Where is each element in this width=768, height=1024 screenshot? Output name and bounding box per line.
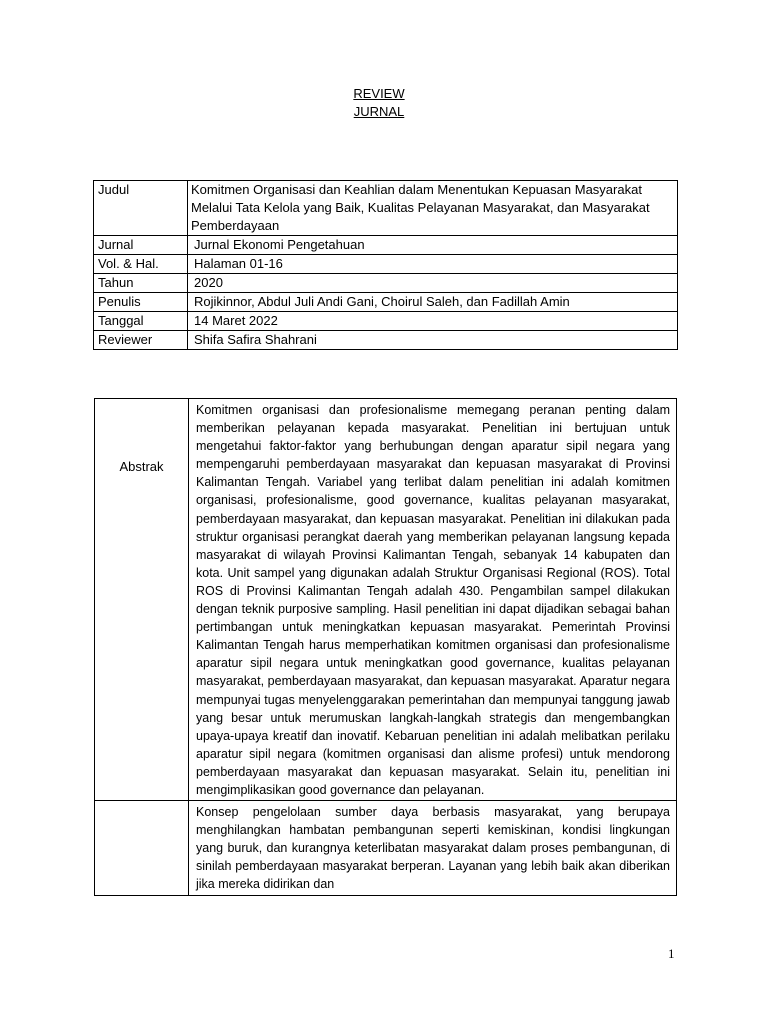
document-title-line-1: REVIEW	[353, 86, 405, 101]
row-key: Jurnal	[94, 236, 188, 255]
table-row	[94, 274, 678, 293]
abstract-label: Abstrak	[95, 399, 189, 801]
row-key: Vol. & Hal.	[94, 255, 188, 274]
document-title-line-2: JURNAL	[353, 104, 405, 119]
table-row	[95, 801, 677, 895]
row-value: Rojikinnor, Abdul Juli Andi Gani, Choirul Saleh, dan Fadillah Amin	[188, 293, 678, 312]
table-row	[94, 181, 678, 236]
row-key: Judul	[94, 181, 188, 236]
row-value: 2020	[188, 274, 678, 293]
table-row	[94, 236, 678, 255]
abstract-text: Komitmen organisasi dan profesionalisme memegang peranan penting dalam memberikan pelayanan kepada masyarakat. Penelitian ini bertujuan untuk mengetahui faktor-faktor yang berhubungan dengan aparatur sipil negara yang mempengaruhi pemberdayaan masyarakat dan kepuasan masyarakat di Provinsi Kalimantan Tengah. Variabel yang terlibat dalam penelitian ini adalah komitmen organisasi, profesionalisme, good governance, kualitas pelayanan masyarakat, pemberdayaan masyarakat, dan kepuasan masyarakat. Penelitian ini dilakukan pada struktur organisasi perangkat daerah yang memberikan pelayanan langsung kepada masyarakat di wilayah Provinsi Kalimantan Tengah, sebanyak 14 kabupaten dan kota. Unit sampel yang digunakan adalah Struktur Organisasi Regional (ROS). Total ROS di Provinsi Kalimantan Tengah adalah 430. Pengambilan sampel dilakukan dengan teknik purposive sampling. Hasil penelitian ini dapat dijadikan sebagai bahan pertimbangan untuk meningkatkan kepuasan masyarakat. Pemerintah Provinsi Kalimantan Tengah harus memperhatikan komitmen organisasi dan profesionalisme aparatur sipil negara untuk meningkatkan good governance, kualitas pelayanan masyarakat, pemberdayaan masyarakat, dan kepuasan masyarakat. Aparatur negara mempunyai tugas menyelenggarakan pemerintahan dan mempunyai tanggung jawab yang besar untuk merumuskan langkah-langkah strategis dan mengembangkan upaya-upaya kreatif dan inovatif. Kebaruan penelitian ini adalah melibatkan perilaku aparatur sipil negara (komitmen organisasi dan alisme profesi) untuk mendorong pemberdayaan masyarakat dan kepuasan masyarakat. Selain itu, penelitian ini mengimplikasikan good governance dan pelayanan.	[189, 399, 677, 801]
page-number: 1	[668, 946, 675, 961]
journal-info-table	[93, 180, 678, 350]
second-row-label	[95, 801, 189, 895]
row-key: Reviewer	[94, 331, 188, 350]
row-value: Halaman 01-16	[188, 255, 678, 274]
table-row	[94, 293, 678, 312]
table-row	[94, 312, 678, 331]
table-row	[94, 331, 678, 350]
row-value: 14 Maret 2022	[188, 312, 678, 331]
row-key: Penulis	[94, 293, 188, 312]
table-row	[95, 399, 677, 801]
table-row	[94, 255, 678, 274]
row-key: Tanggal	[94, 312, 188, 331]
review-content-table	[94, 398, 677, 896]
row-value: Komitmen Organisasi dan Keahlian dalam Menentukan Kepuasan Masyarakat Melalui Tata Kelola yang Baik, Kualitas Pelayanan Masyarakat, dan Masyarakat Pemberdayaan	[188, 181, 678, 236]
row-value: Shifa Safira Shahrani	[188, 331, 678, 350]
second-row-text: Konsep pengelolaan sumber daya berbasis masyarakat, yang berupaya menghilangkan hambatan pembangunan seperti kemiskinan, kondisi lingkungan yang buruk, dan kurangnya keterlibatan masyarakat dalam proses pembangunan, di sinilah pemberdayaan masyarakat berperan. Layanan yang lebih baik akan diberikan jika mereka didirikan dan	[189, 801, 677, 895]
row-value: Jurnal Ekonomi Pengetahuan	[188, 236, 678, 255]
row-key: Tahun	[94, 274, 188, 293]
